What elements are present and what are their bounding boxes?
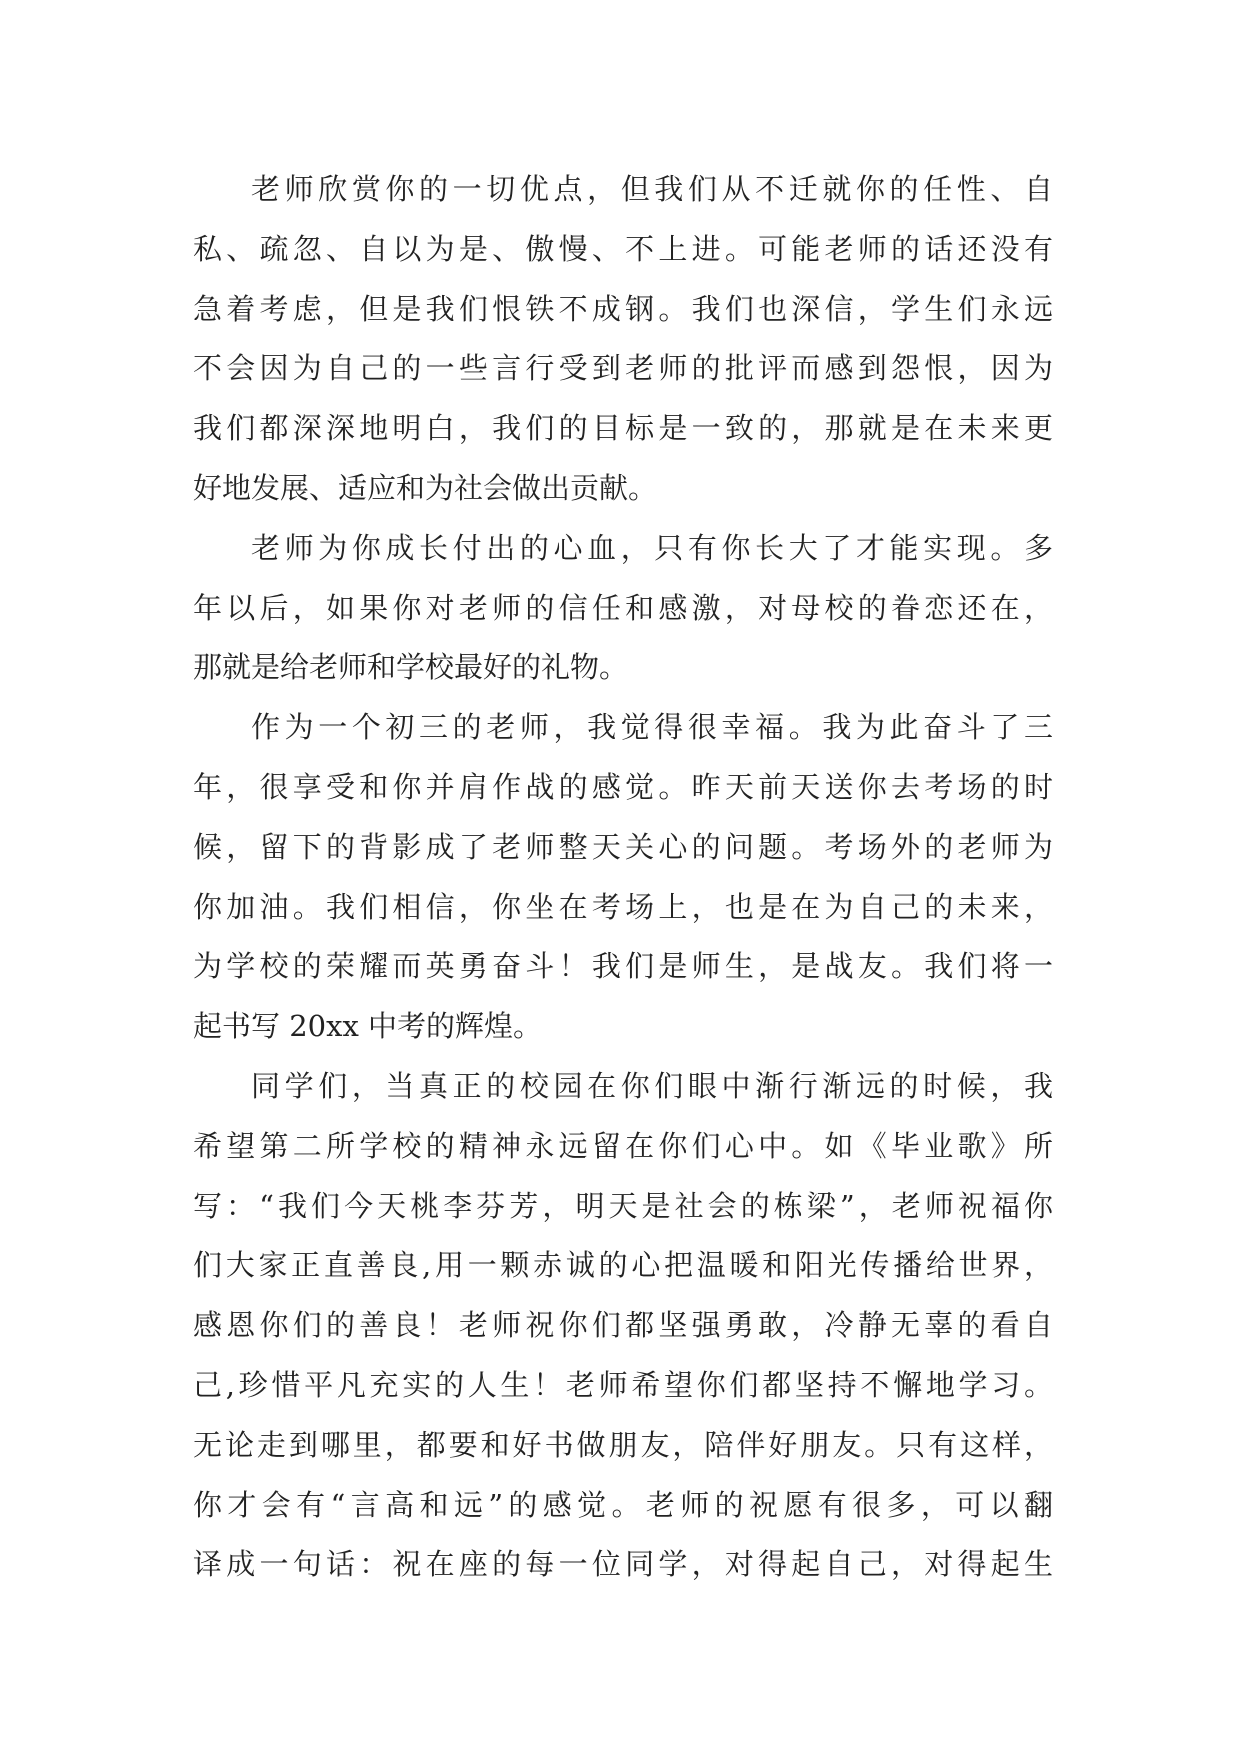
text-line: 老师欣赏你的一切优点，但我们从不迁就你的任性、自: [251, 172, 1053, 206]
text-line: 希望第二所学校的精神永远留在你们心中。如《毕业歌》所: [193, 1128, 1053, 1163]
text-line: 急着考虑，但是我们恨铁不成钢。我们也深信，学生们永远: [193, 291, 1053, 326]
paragraph-3: [193, 698, 1053, 1057]
paragraph-4: [193, 1057, 1053, 1595]
text-line: 无论走到哪里，都要和好书做朋友，陪伴好朋友。只有这样，: [193, 1427, 1053, 1462]
text-line: 候，留下的背影成了老师整天关心的问题。考场外的老师为: [193, 829, 1053, 864]
text-line: 私、疏忽、自以为是、傲慢、不上进。可能老师的话还没有: [193, 231, 1053, 266]
text-line: 同学们，当真正的校园在你们眼中渐行渐远的时候，我: [251, 1068, 1053, 1103]
text-line: 不会因为自己的一些言行受到老师的批评而感到怨恨，因为: [193, 351, 1053, 386]
paragraph-2: [193, 519, 1053, 698]
text-line: 为学校的荣耀而英勇奋斗！我们是师生，是战友。我们将一: [193, 949, 1053, 984]
text-line: 你才会有“言高和远”的感觉。老师的祝愿有很多，可以翻: [193, 1487, 1053, 1522]
document-body: [193, 160, 1053, 1595]
text-line: 起书写 20xx 中考的辉煌。: [193, 1009, 543, 1044]
text-line: 写：“我们今天桃李芬芳，明天是社会的栋梁”，老师祝福你: [193, 1188, 1053, 1223]
text-line: 我们都深深地明白，我们的目标是一致的，那就是在未来更: [193, 411, 1053, 446]
text-line: 己,珍惜平凡充实的人生！老师希望你们都坚持不懈地学习。: [193, 1367, 1053, 1402]
text-line: 作为一个初三的老师，我觉得很幸福。我为此奋斗了三: [251, 710, 1053, 745]
text-line: 们大家正直善良,用一颗赤诚的心把温暖和阳光传播给世界，: [193, 1248, 1053, 1283]
text-line: 感恩你们的善良！老师祝你们都坚强勇敢，冷静无辜的看自: [193, 1308, 1053, 1343]
text-line: 老师为你成长付出的心血，只有你长大了才能实现。多: [251, 530, 1053, 565]
text-line: 那就是给老师和学校最好的礼物。: [193, 650, 629, 685]
text-line: 你加油。我们相信，你坐在考场上，也是在为自己的未来，: [193, 889, 1053, 924]
text-line: 好地发展、适应和为社会做出贡献。: [193, 470, 658, 505]
text-line: 译成一句话：祝在座的每一位同学，对得起自己，对得起生: [193, 1547, 1053, 1582]
paragraph-1: [193, 160, 1053, 519]
text-line: 年，很享受和你并肩作战的感觉。昨天前天送你去考场的时: [193, 769, 1053, 804]
text-line: 年以后，如果你对老师的信任和感激，对母校的眷恋还在，: [193, 590, 1053, 625]
